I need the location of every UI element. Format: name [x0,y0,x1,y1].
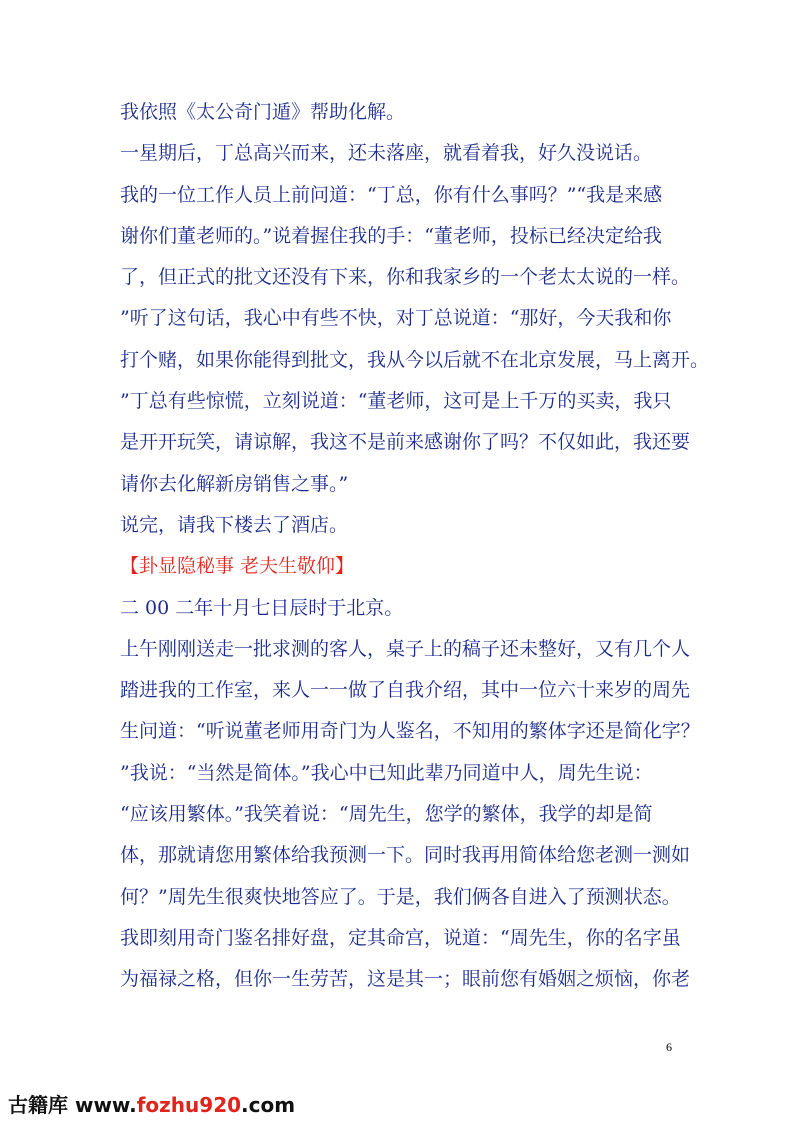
text-line: 打个赌，如果你能得到批文，我从今以后就不在北京发展，马上离开。 [120,348,710,371]
footer-brand-name: 古籍库 [8,1093,68,1117]
text-line: 我即刻用奇门鉴名排好盘，定其命宫，说道：“周先生，你的名字虽 [120,926,681,949]
text-line: 了，但正式的批文还没有下来，你和我家乡的一个老太太说的一样。 [120,266,691,289]
section-heading: 【卦显隐秘事 老夫生敬仰】 [120,555,355,578]
footer-url-suffix: .com [241,1093,296,1117]
text-line: 一星期后，丁总高兴而来，还未落座，就看着我，好久没说话。 [120,142,653,165]
text-line: 说完，请我下楼去了酒店。 [120,513,349,536]
text-line: ”丁总有些惊慌，立刻说道：“董老师，这可是上千万的买卖，我只 [120,390,672,413]
text-line: 生问道：“听说董老师用奇门为人鉴名，不知用的繁体字还是简化字？ [120,720,700,743]
text-line: 为福禄之格，但你一生劳苦，这是其一；眼前您有婚姻之烦恼，你老 [120,968,691,991]
text-line: 我的一位工作人员上前问道：“丁总，你有什么事吗？”“我是来感 [120,183,663,206]
text-line: 上午刚刚送走一批求测的客人，桌子上的稿子还未整好，又有几个人 [120,637,691,660]
text-line: “应该用繁体。”我笑着说：“周先生，您学的繁体，我学的却是简 [120,803,653,826]
text-line: 是开开玩笑，请谅解，我这不是前来感谢你了吗？不仅如此，我还要 [120,431,691,454]
text-line: ”我说：“当然是简体。”我心中已知此辈乃同道中人，周先生说： [120,761,653,784]
text-line: ”听了这句话，我心中有些不快，对丁总说道：“那好，今天我和你 [120,307,672,330]
text-line: 我依照《太公奇门遁》帮助化解。 [120,101,406,123]
text-line: 谢你们董老师的。”说着握住我的手：“董老师，投标已经决定给我 [120,224,662,247]
text-line: 二 00 二年十月七日辰时于北京。 [120,596,404,619]
text-line: 何？”周先生很爽快地答应了。于是，我们俩各自进入了预测状态。 [120,885,681,908]
page-number: 6 [666,1040,672,1054]
footer-url-prefix: www. [74,1093,137,1117]
text-line: 请你去化解新房销售之事。” [120,472,349,495]
text-line: 体，那就请您用繁体给我预测一下。同时我再用简体给您老测一测如 [120,844,691,867]
footer-url-mid: fozhu920 [136,1093,242,1117]
footer-watermark [8,1089,295,1118]
text-line: 踏进我的工作室，来人一一做了自我介绍，其中一位六十来岁的周先 [120,679,691,702]
document-body [120,101,710,1011]
